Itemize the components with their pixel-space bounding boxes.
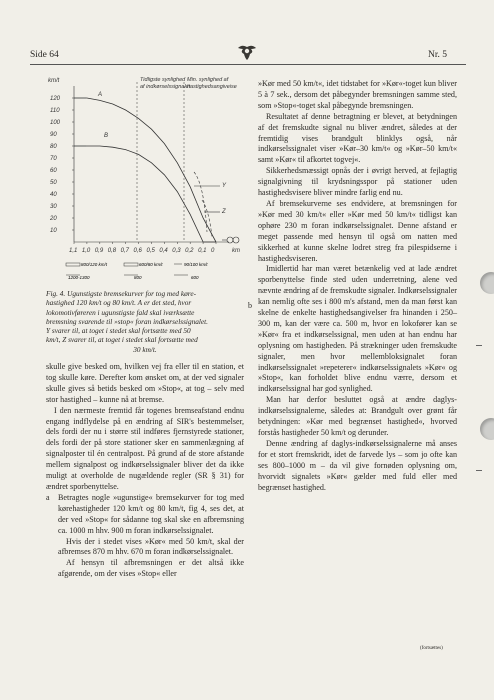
x-tick-label: 0,6	[133, 248, 142, 254]
legend-2-top: 600/80 km/t	[139, 262, 163, 267]
page-number: Side 64	[30, 50, 59, 60]
paragraph: Sikkerhedsmæssigt opnås der i øvrigt herved, at fejlagtig signalgivning til krydsningsspor på stationer uden hastighedsvisere bliver mindre farlig end nu.	[258, 166, 457, 198]
y-tick-label: 10	[50, 228, 57, 234]
legend-2-bottom: 800	[134, 275, 142, 280]
legend-1-top: 800/120 km/t	[81, 262, 108, 267]
braking-curve-1	[87, 98, 216, 242]
issue-number: Nr. 5	[428, 50, 447, 60]
x-tick-label: 0,4	[159, 248, 168, 254]
paragraph: Af bremsekurverne ses endvidere, at bremsningen for »Kør med 30 km/t« eller »Kør med 50 km/t« tidligst kan ophøre 230 m foran indkørselssignalet. Denne afstand er meget passende med hensyn til også om natten med sikkerhed at kunne skelne lodret streg fra pilespidserne i hastighedsviseren.	[258, 198, 457, 263]
x-tick-label: 0,9	[94, 248, 104, 254]
railway-emblem-icon	[236, 40, 258, 62]
point-label-a: A	[98, 92, 103, 98]
margin-marker-b: b	[248, 301, 252, 310]
braking-curve-chart	[44, 72, 248, 282]
caption-line: bremsning svarende til »stop« foran indkørselssignalet.	[46, 316, 209, 326]
x-tick-label: 1,1	[69, 248, 78, 254]
legend	[66, 262, 208, 280]
x-tick-label: 0,5	[146, 248, 155, 254]
y-tick-label: 90	[50, 132, 57, 138]
x-tick-label: 0	[211, 248, 215, 254]
paragraph: Hvis der i stedet vises »Kør« med 50 km/t, skal der afbremses 870 m hhv. 670 m foran indkørselssignalet.	[58, 536, 244, 557]
annotation-left-top: Tidligste synlighed	[140, 77, 186, 83]
paragraph: Man har derfor besluttet også at ændre daglys-indkørselssignalerne, således at: Brandgult over grønt får betydningen: »Kør med begrænset hastighed«, hvorved forstås hastigheder 50 km/t og derunder.	[258, 395, 457, 437]
y-tick-label: 50	[50, 180, 57, 186]
legend-symbol-2	[124, 263, 138, 266]
punch-hole-top	[480, 272, 494, 294]
series-group	[74, 98, 216, 242]
legend-1-bottom: 1200-1300	[68, 275, 90, 280]
annotation-right-top: Min. synlighed af	[187, 77, 229, 83]
y-tick-label: 60	[50, 168, 57, 174]
caption-line-last: 30 km/t.	[133, 344, 157, 354]
paragraph: skulle give besked om, hvilken vej fra eller til en station, et tog skulle køre. Derefter kom ønsket om, at der ved signaler skulle gives så betids besked om »Stop«, at tog – selv med stor hastighed – kunne nå at bremse.	[46, 362, 244, 404]
paragraph: Denne ændring af daglys-indkørselssignalerne må anses for et stort fremskridt, idet de farvede lys – som jo ofte kan ses 800–1000 m – da vil give fornøden oplysning om, hvorvidt signalets »Kør« gælder med fuld eller med begrænset hastighed.	[258, 438, 457, 492]
curve-y-dashed	[194, 172, 207, 232]
point-label-b: B	[104, 133, 109, 139]
point-label-y: Y	[222, 183, 227, 189]
paragraph: Af hensyn til afbremsningen er det altså ikke afgørende, om der vises »Stop« eller	[58, 558, 244, 579]
list-marker: a	[46, 492, 50, 502]
caption-line: Y svarer til, at toget i stedet skal fortsætte med 50	[46, 326, 191, 336]
annotation-right-bottom: hastighedsangiveise	[187, 84, 237, 90]
chart-canvas	[44, 72, 248, 282]
caption-line: Fig. 4. Ugunstigste bremsekurver for tog med køre-	[46, 289, 197, 298]
paragraph: Resultatet af denne betragtning er blevet, at betydningen af det fremskudte signal nu bliver ændret, således at der fremtidig vises brandgult blinklys også, når indkørselssignalet viser »Kør–30 km/t« og »Kør–50 km/t« samt »Kør« til afkortet togvej«.	[258, 111, 457, 165]
y-axis-label: km/t	[48, 78, 60, 84]
x-axis-label: km	[232, 248, 240, 254]
fold-mark	[476, 345, 482, 346]
figure-caption	[46, 289, 244, 354]
x-tick-label: 0,2	[185, 248, 194, 254]
legend-symbol-1	[66, 263, 80, 266]
paragraph: »Kør med 50 km/t«, idet tidstabet for »Kør«-toget kun bliver 5 à 7 sek., dersom det påbegynder bremsningen samme sted, som »Stop«-toget skal påbegynde bremsningen.	[258, 79, 457, 110]
x-tick-label: 1,0	[81, 248, 91, 254]
paragraph: Betragtes nogle »ugunstige« bremsekurver for tog med kørehastigheder 120 km/t og 80 km/t, fig 4, ses det, at der ved »Stop« for sådanne tog skal ske en afbremsning ca. 1000 m hhv. 900 m foran indkørselssignalet.	[58, 492, 244, 535]
y-tick-label: 100	[50, 120, 61, 126]
point-label-z: Z	[222, 209, 226, 215]
y-tick-label: 20	[50, 216, 57, 222]
caption-line: hastighed 120 km/t og 80 km/t. A er det sted, hvor	[46, 298, 192, 308]
x-tick-label: 0,7	[120, 248, 129, 254]
header-rule	[30, 64, 466, 65]
paragraph: I den nærmeste fremtid får togenes bremseafstand endnu engang indflydelse på en ændring af SIR's bestemmelser, dels fordi der nu i større stil indføres fjernstyrede stationer, dels fordi der på store stationer sker en sammenlægning af signalposter til én centralpost. På grund af de store afstande mellem signalpost og indkørselssignaler bliver det da ikke muligt at overholde de nugældende regler (SR § 31) for ændret sporbenyttelse.	[46, 405, 244, 491]
y-axis-ticks	[49, 96, 74, 234]
y-tick-label: 70	[50, 156, 57, 162]
caption-line: km/t, Z svarer til, at toget i stedet skal fortsætte med	[46, 335, 198, 345]
y-tick-label: 40	[50, 192, 57, 198]
punch-hole-bottom	[480, 418, 494, 440]
right-column	[258, 79, 457, 493]
legend-3-top: 90/100 km/t	[184, 262, 208, 267]
x-tick-label: 0,3	[172, 248, 181, 254]
continued-note: (fortsættes)	[420, 646, 443, 651]
left-column	[46, 362, 244, 580]
legend-3-bottom: 600	[191, 275, 199, 280]
list-item-a	[46, 493, 244, 580]
x-axis-ticks	[69, 242, 216, 254]
y-tick-label: 120	[50, 96, 61, 102]
fold-mark	[476, 470, 482, 471]
braking-curve-2	[87, 146, 216, 242]
x-tick-label: 0,1	[198, 248, 207, 254]
annotation-left-bottom: af indkørselssignalet	[140, 84, 191, 90]
x-tick-label: 0,8	[107, 248, 117, 254]
caption-line: lokomotivføreren i ugunstigste fald skal iværksætte	[46, 307, 195, 317]
paragraph: Imidlertid har man været betænkelig ved at lade ændret sporbenyttelse finde sted uden underretning, alene ved nævnte ændring af de fremskudte signaler. Indkørselssignaler kan nemlig ofte ses i 800 m's afstand, men da man først kan skelne de enkelte hastighedsangivelser fra hinanden i 250–300 m, kan der være ca. 500 m, hvor en lokofører kan se »Kør« fra et indkørselssignal, men uden at han endnu har oplysning om hastigheden. På strækninger uden fremskudte signaler, men hvor mellembloksignalet foran indkørselssignalet »repeterer« indkørselssignalets »Kør« og »Stop«, kan forholdet blive endnu værre, dersom et indkørselssignal har god synlighed.	[258, 264, 457, 394]
y-tick-label: 30	[50, 204, 57, 210]
y-tick-label: 80	[50, 144, 57, 150]
y-tick-label: 110	[50, 108, 60, 114]
